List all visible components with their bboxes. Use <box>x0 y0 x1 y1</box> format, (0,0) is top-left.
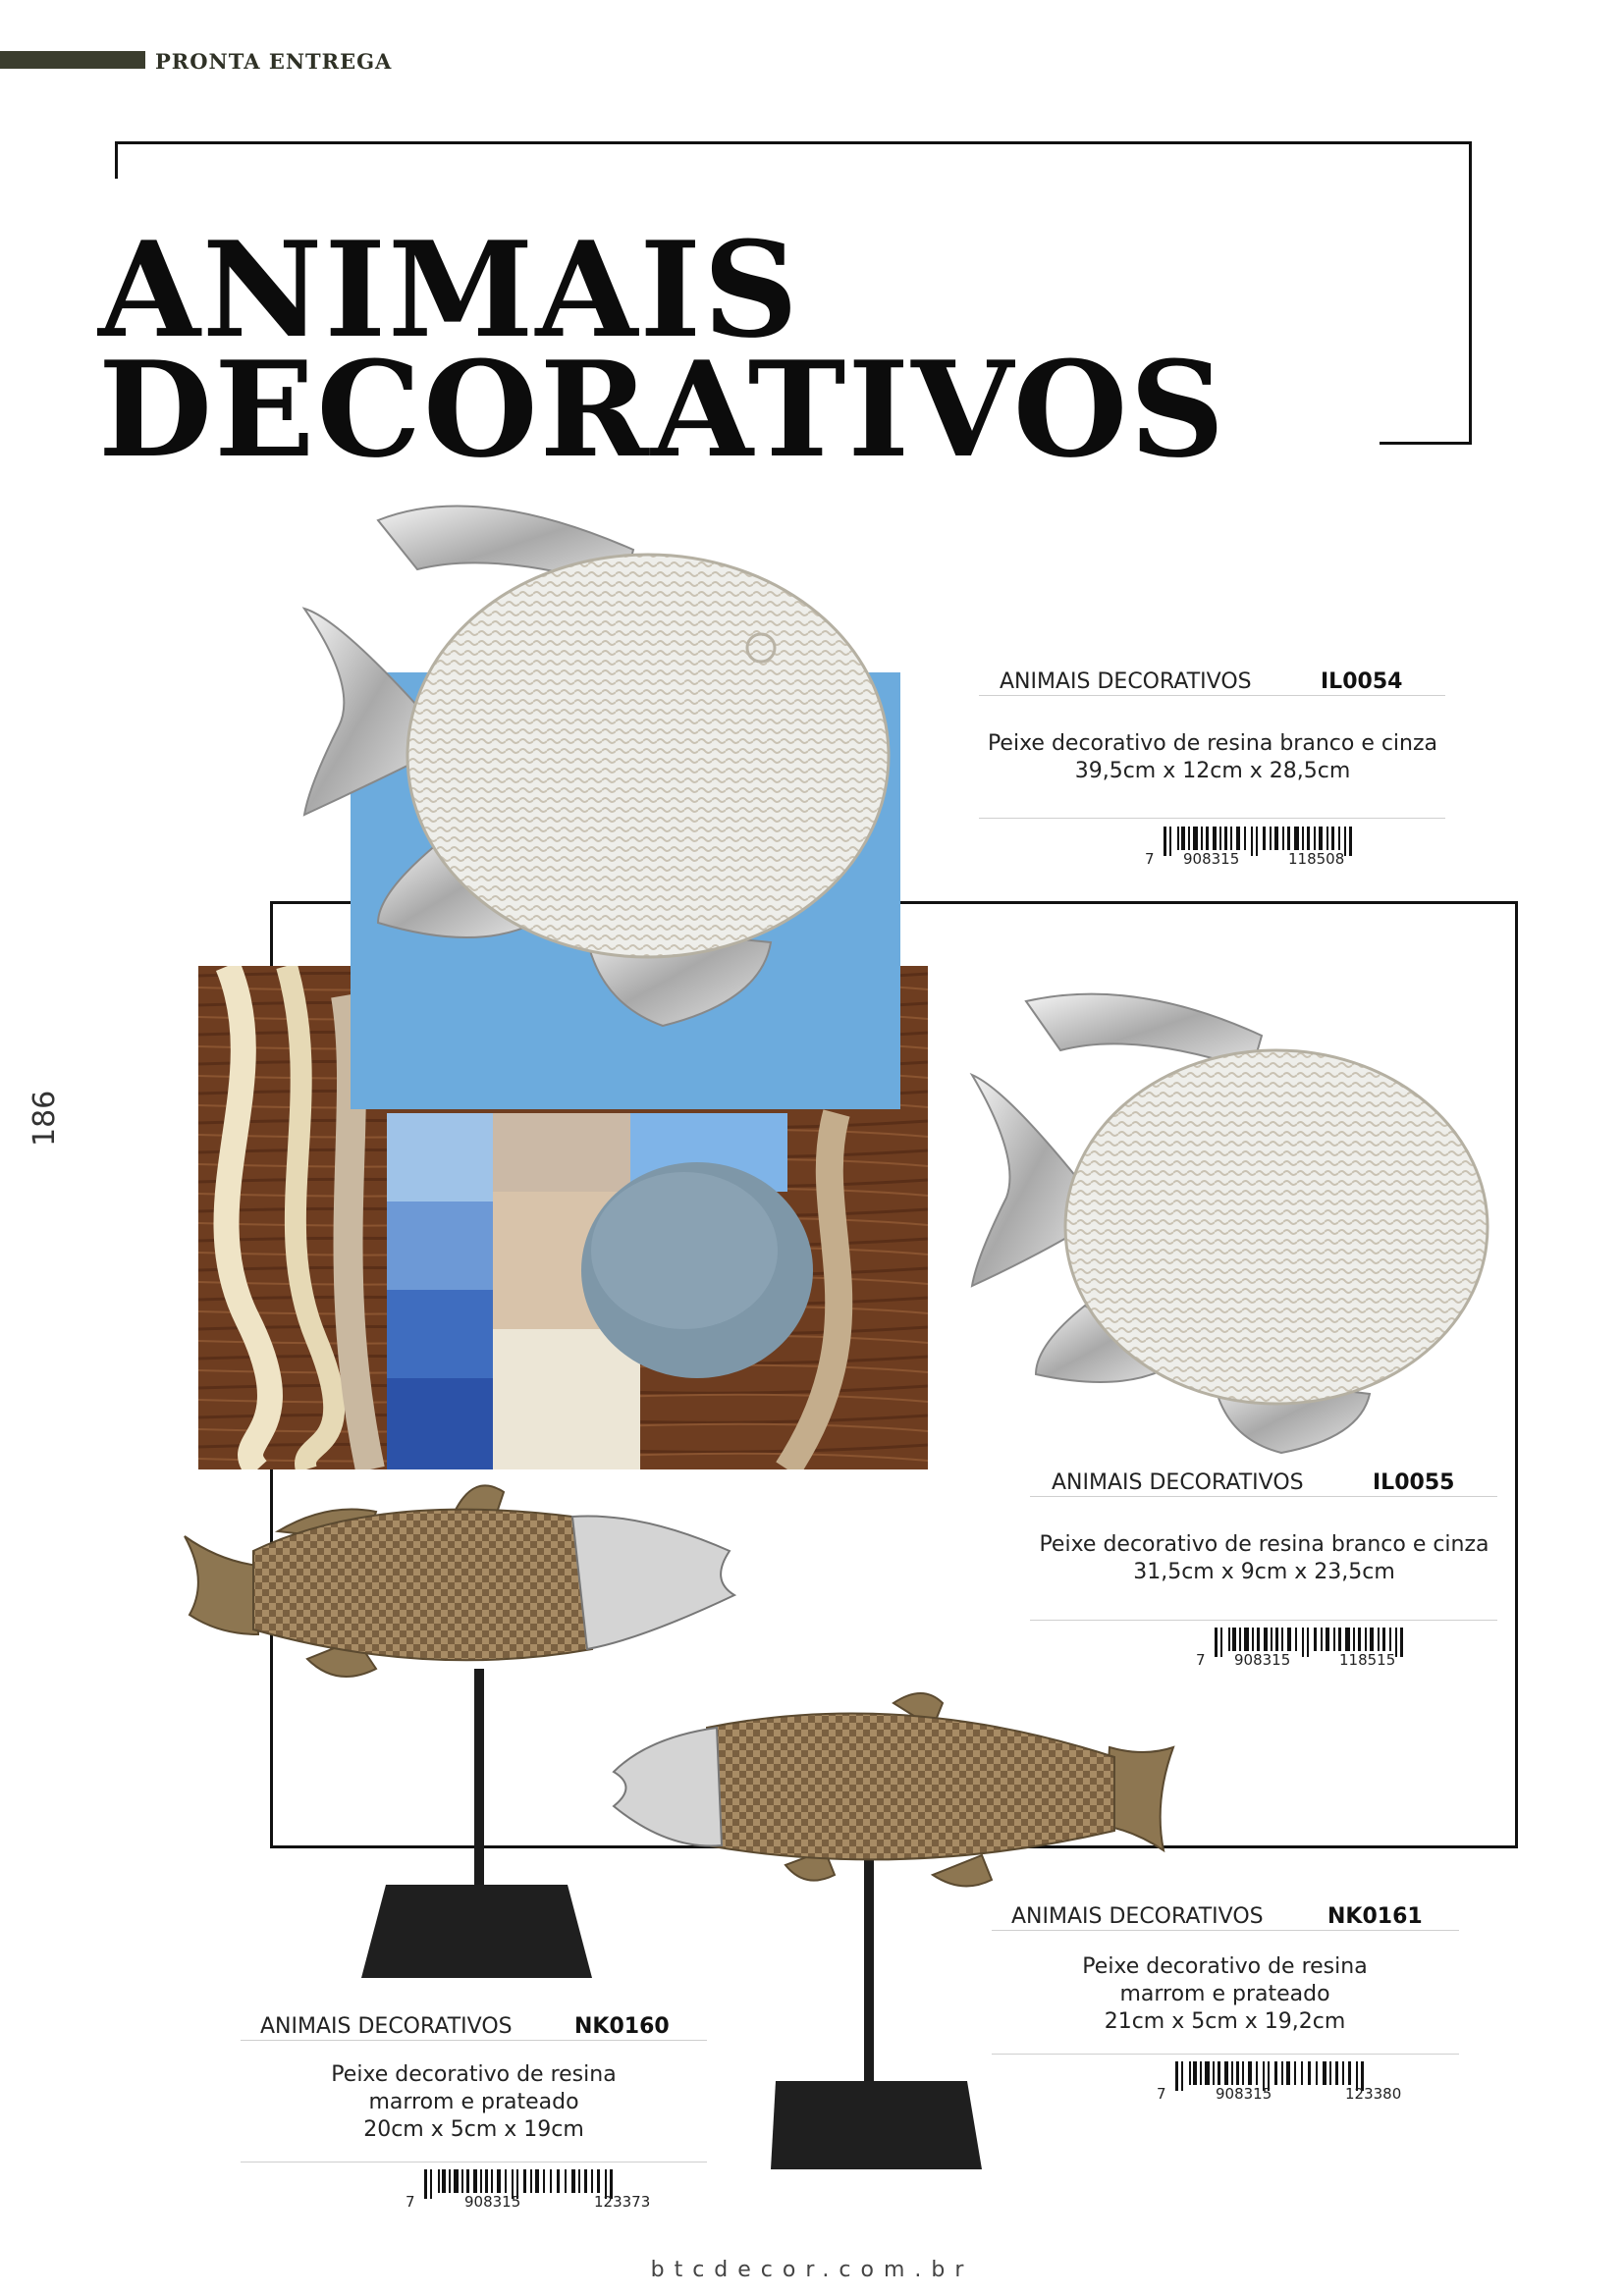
barcode-group1: 908315 <box>464 2193 521 2211</box>
title-frame-right <box>1469 141 1472 445</box>
title-frame-bottom <box>1380 442 1472 445</box>
card-divider <box>1030 1496 1497 1497</box>
barcode-group2: 123380 <box>1345 2085 1402 2103</box>
card-divider <box>1030 1620 1497 1621</box>
card-description-line: Peixe decorativo de resina branco e cinza <box>987 731 1438 756</box>
card-description <box>982 1953 1468 2036</box>
title-frame-left <box>115 141 118 179</box>
card-category: ANIMAIS DECORATIVOS <box>1011 1904 1264 1929</box>
product-image-il0054 <box>299 491 908 1041</box>
card-category: ANIMAIS DECORATIVOS <box>1000 669 1252 694</box>
card-description <box>231 2061 717 2144</box>
barcode-group1: 908315 <box>1216 2085 1272 2103</box>
card-divider <box>992 2054 1459 2055</box>
page-title-line2: DECORATIVOS <box>98 332 1227 487</box>
page-number: 186 <box>27 1090 62 1147</box>
card-description-line: marrom e prateado <box>1119 1982 1330 2006</box>
card-description-line: Peixe decorativo de resina <box>1082 1954 1368 1979</box>
card-code: IL0054 <box>1321 669 1403 694</box>
card-code: IL0055 <box>1373 1470 1455 1495</box>
card-description <box>972 730 1453 785</box>
barcode-group2: 118515 <box>1339 1651 1396 1669</box>
barcode-group1: 908315 <box>1234 1651 1291 1669</box>
card-description-line: marrom e prateado <box>368 2090 579 2114</box>
section-label: PRONTA ENTREGA <box>155 49 393 74</box>
card-description-line: 39,5cm x 12cm x 28,5cm <box>1074 759 1351 783</box>
card-description-line: Peixe decorativo de resina branco e cinza <box>1039 1532 1489 1557</box>
card-divider <box>979 818 1445 819</box>
card-description-line: 20cm x 5cm x 19cm <box>363 2117 584 2142</box>
card-description-line: 31,5cm x 9cm x 23,5cm <box>1133 1560 1395 1584</box>
card-description <box>1021 1531 1507 1586</box>
footer-website[interactable]: btcdecor.com.br <box>650 2258 974 2282</box>
card-divider <box>241 2162 707 2163</box>
card-divider <box>992 1930 1459 1931</box>
page-title-line1: ANIMAIS <box>98 212 800 367</box>
barcode-group2: 123373 <box>594 2193 651 2211</box>
barcode-group2: 118508 <box>1288 850 1345 868</box>
barcode-prefix: 7 <box>1157 2085 1166 2103</box>
card-category: ANIMAIS DECORATIVOS <box>260 2014 513 2039</box>
barcode-prefix: 7 <box>1145 850 1155 868</box>
card-description-line: 21cm x 5cm x 19,2cm <box>1104 2009 1346 2034</box>
card-category: ANIMAIS DECORATIVOS <box>1052 1470 1304 1495</box>
card-code: NK0160 <box>574 2014 670 2039</box>
barcode-group1: 908315 <box>1183 850 1240 868</box>
barcode-prefix: 7 <box>1196 1651 1206 1669</box>
card-code: NK0161 <box>1327 1904 1423 1929</box>
card-description-line: Peixe decorativo de resina <box>331 2062 617 2087</box>
barcode-prefix: 7 <box>406 2193 415 2211</box>
card-divider <box>979 695 1445 696</box>
product-image-il0055 <box>967 982 1497 1463</box>
card-divider <box>241 2040 707 2041</box>
header-accent-bar <box>0 51 145 69</box>
title-frame-top <box>115 141 1472 144</box>
